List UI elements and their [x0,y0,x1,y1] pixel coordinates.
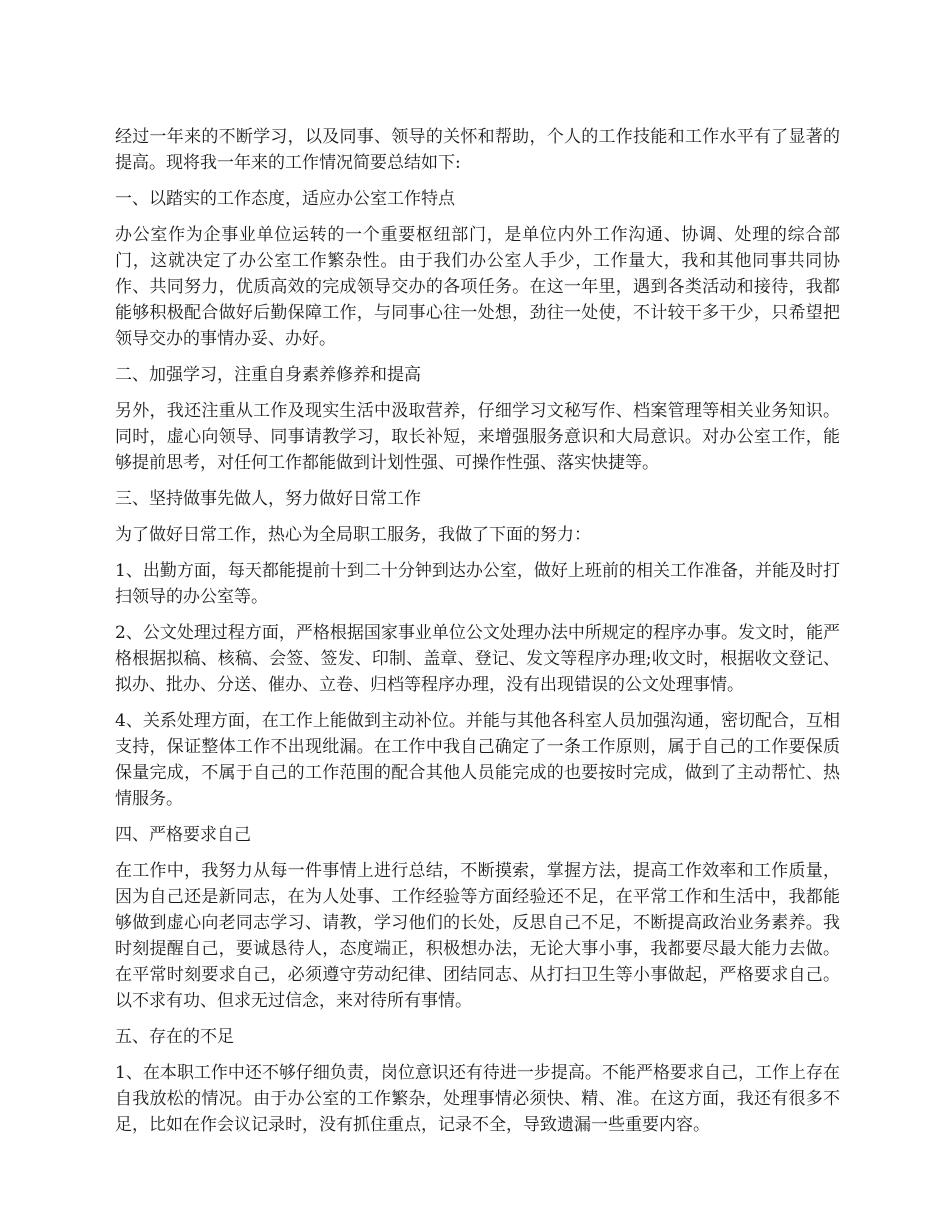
section-heading-4: 四、严格要求自己 [115,825,251,845]
section-2-paragraph: 另外，我还注重从工作及现实生活中汲取营养，仔细学习文秘写作、档案管理等相关业务知识。同时，虚心向领导、同事请教学习，取长补短，来增强服务意识和大局意识。对办公室工作，能够提前思考，对任何工作都能做到计划性强、可操作性强、落实快捷等。 [115,401,840,473]
section-3-item-1: 1、出勤方面，每天都能提前十到二十分钟到达办公室，做好上班前的相关工作准备，并能及时打扫领导的办公室等。 [115,561,840,607]
section-4-paragraph: 在工作中，我努力从每一件事情上进行总结，不断摸索，掌握方法，提高工作效率和工作质量，因为自己还是新同志，在为人处事、工作经验等方面经验还不足，在平常工作和生活中，我都能够做到虚心向老同志学习、请教，学习他们的长处，反思自己不足，不断提高政治业务素养。我时刻提醒自己，要诚恳待人，态度端正，积极想办法，无论大事小事，我都要尽最大能力去做。在平常时刻要求自己，必须遵守劳动纪律、团结同志、从打扫卫生等小事做起，严格要求自己。以不求有功、但求无过信念，来对待所有事情。 [115,861,840,1011]
document-page [115,124,840,1148]
section-1-paragraph: 办公室作为企事业单位运转的一个重要枢纽部门，是单位内外工作沟通、协调、处理的综合部门，这就决定了办公室工作繁杂性。由于我们办公室人手少，工作量大，我和其他同事共同协作、共同努力，优质高效的完成领导交办的各项任务。在这一年里，遇到各类活动和接待，我都能够积极配合做好后勤保障工作，与同事心往一处想，劲往一处使，不计较干多干少，只希望把领导交办的事情办妥、办好。 [115,225,840,349]
section-heading-5: 五、存在的不足 [115,1027,234,1047]
section-3-intro-paragraph: 为了做好日常工作，热心为全局职工服务，我做了下面的努力： [115,525,591,545]
section-heading-2: 二、加强学习，注重自身素养修养和提高 [115,365,421,385]
intro-paragraph: 经过一年来的不断学习，以及同事、领导的关怀和帮助，个人的工作技能和工作水平有了显著的提高。现将我一年来的工作情况简要总结如下: [115,127,840,173]
section-heading-3: 三、坚持做事先做人，努力做好日常工作 [115,489,421,509]
section-3-item-2: 2、公文处理过程方面，严格根据国家事业单位公文处理办法中所规定的程序办事。发文时，能严格根据拟稿、核稿、会签、签发、印制、盖章、登记、发文等程序办理;收文时，根据收文登记、拟办、批办、分送、催办、立卷、归档等程序办理，没有出现错误的公文处理事情。 [115,623,840,695]
section-5-item-1: 1、在本职工作中还不够仔细负责，岗位意识还有待进一步提高。不能严格要求自己，工作上存在自我放松的情况。由于办公室的工作繁杂，处理事情必须快、精、准。在这方面，我还有很多不足，比如在作会议记录时，没有抓住重点，记录不全，导致遗漏一些重要内容。 [115,1063,840,1135]
section-3-item-4: 4、关系处理方面，在工作上能做到主动补位。并能与其他各科室人员加强沟通，密切配合，互相支持，保证整体工作不出现纰漏。在工作中我自己确定了一条工作原则，属于自己的工作要保质保量完成，不属于自己的工作范围的配合其他人员能完成的也要按时完成，做到了主动帮忙、热情服务。 [115,711,840,809]
section-heading-1: 一、以踏实的工作态度，适应办公室工作特点 [115,189,455,209]
